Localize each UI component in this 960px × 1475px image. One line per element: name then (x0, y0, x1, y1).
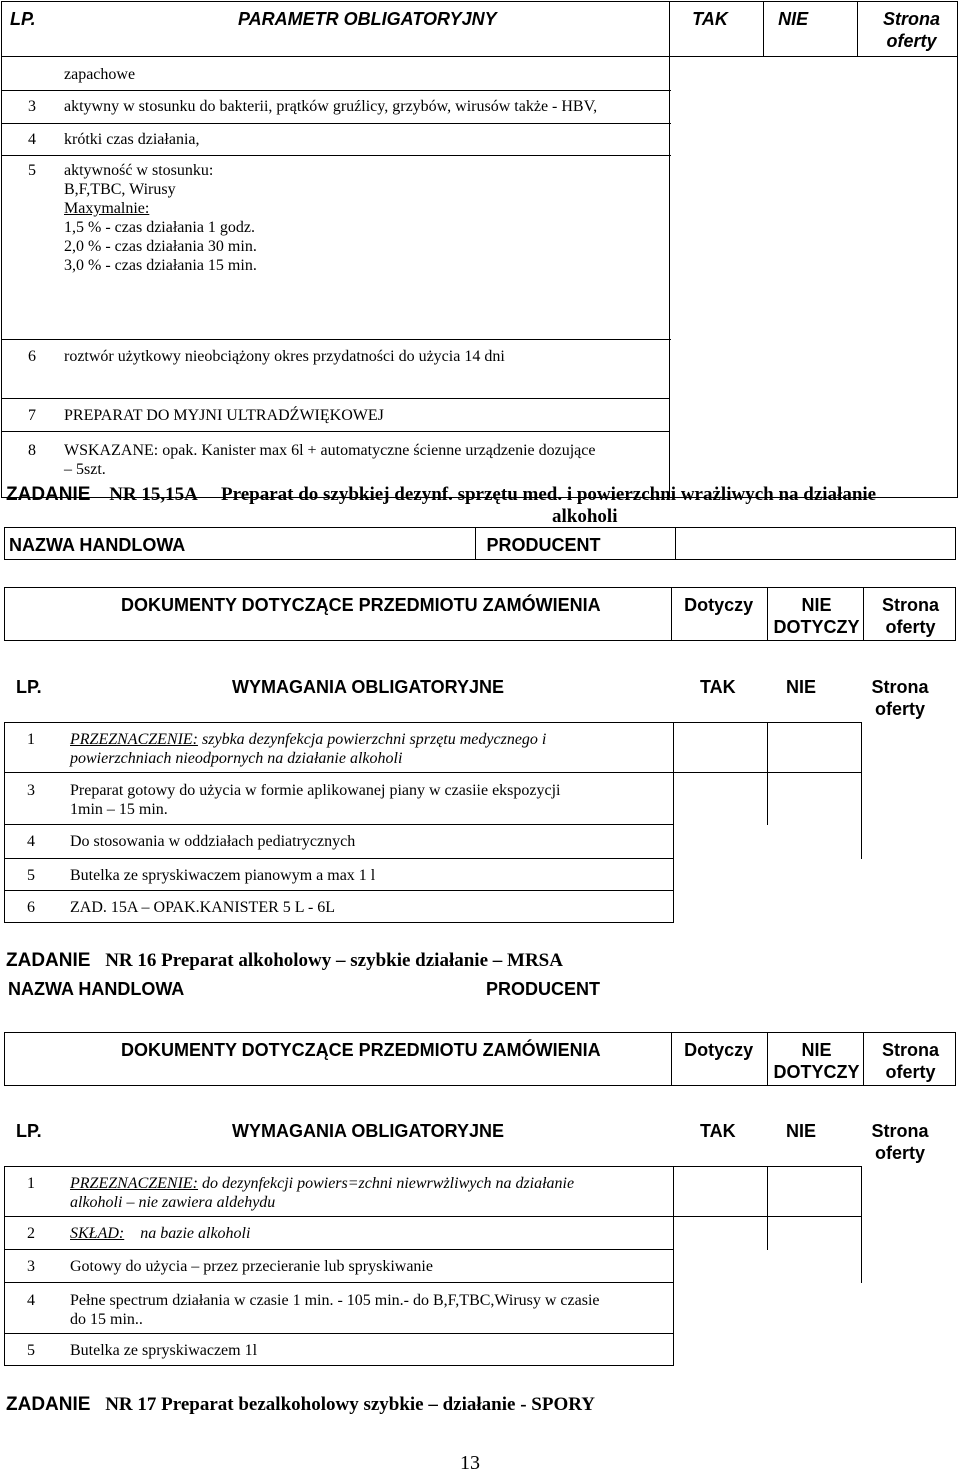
zad15-req-title: WYMAGANIA OBLIGATORYJNE (232, 677, 505, 697)
row-7: 7 PREPARAT DO MYJNI ULTRADŹWIĘKOWEJ (2, 399, 670, 432)
zad15-docs-label: DOKUMENTY DOTYCZĄCE PRZEDMIOTU ZAMÓWIENIA (5, 588, 672, 641)
zad15-dotyczy: Dotyczy (672, 588, 768, 641)
zadanie-15-heading: ZADANIE NR 15,15A (6, 484, 198, 505)
zad16-req-row-5: 5 Butelka ze spryskiwaczem 1l (5, 1334, 674, 1366)
zad16-req-row-4: 4 Pełne spectrum działania w czasie 1 min. - 105 min.- do B,F,TBC,Wirusy w czasie do 15 min.. (5, 1283, 674, 1334)
zad16-req-row-3: 3 Gotowy do użycia – przez przecieranie lub spryskiwanie (5, 1250, 674, 1283)
page-number: 13 (460, 1452, 480, 1474)
zad16-dotyczy: Dotyczy (672, 1033, 768, 1086)
zad16-req-tak: TAK (700, 1121, 736, 1141)
zad15-documents (4, 587, 956, 641)
zad15-strona: Strona oferty (864, 588, 956, 641)
zad16-req-row-1: 1 PRZEZNACZENIE: do dezynfekcji powiers=zchni niewrwżliwych na działanie alkoholi – nie zawiera aldehydu (5, 1167, 674, 1217)
zad16-producent-label: PRODUCENT (486, 979, 601, 999)
zad15-producent-label: PRODUCENT (476, 528, 676, 560)
row-3-num: 3 (28, 98, 36, 115)
zad15-req-row-3: 3 Preparat gotowy do użycia w formie aplikowanej piany w czasiie ekspozycji 1min – 15 min. (5, 773, 674, 825)
row-4-text: krótki czas działania, (64, 131, 200, 148)
header-tak: TAK (670, 2, 764, 57)
row-5-num: 5 (28, 162, 36, 179)
row-8: 8 WSKAZANE: opak. Kanister max 6l + automatyczne ścienne urządzenie dozujące – 5szt. (2, 432, 670, 498)
zadanie-16-heading: ZADANIE NR 16 Preparat alkoholowy – szybkie działanie – MRSA (6, 950, 563, 971)
row-zapachowe: zapachowe (64, 66, 136, 83)
zad16-req-lp: LP. (16, 1121, 42, 1141)
zadanie-17-heading: ZADANIE NR 17 Preparat bezalkoholowy szybkie – działanie - SPORY (6, 1394, 596, 1415)
row-4-num: 4 (28, 131, 36, 148)
zad15-req-lp: LP. (16, 677, 42, 697)
zad16-nazwa-label: NAZWA HANDLOWA (8, 979, 185, 999)
zad15-req-row-1: 1 PRZEZNACZENIE: szybka dezynfekcja powierzchni sprzętu medycznego i powierzchniach nieodpornych na działanie alkoholi (5, 723, 674, 773)
zad15-req-row-5: 5 Butelka ze spryskiwaczem pianowym a max 1 l (5, 859, 674, 891)
zad16-documents (4, 1032, 956, 1086)
zad15-req-nie: NIE (786, 677, 817, 697)
row-6-num: 6 (28, 348, 36, 365)
zad16-req-nie: NIE (786, 1121, 817, 1141)
zad15-nazwa-label: NAZWA HANDLOWA (5, 528, 476, 560)
header-nie: NIE (764, 2, 858, 57)
zad15-name-producer (4, 527, 956, 560)
param-rows (2, 57, 670, 399)
zad15-req-row-4: 4 Do stosowania w oddziałach pediatrycznych (5, 825, 674, 859)
zad16-req-row-1-tak[interactable] (674, 1167, 768, 1217)
zad15-producent-field[interactable] (676, 528, 956, 560)
zad15-req-strona: Strona oferty (871, 677, 929, 719)
header-lp: LP. (10, 9, 36, 29)
zad16-requirements (4, 1166, 862, 1366)
param-answer-area[interactable] (670, 57, 958, 399)
zad15-req-tak: TAK (700, 677, 736, 697)
zad15-req-row-6: 6 ZAD. 15A – OPAK.KANISTER 5 L - 6L (5, 891, 674, 923)
row-3-text: aktywny w stosunku do bakterii, prątków gruźlicy, grzybów, wirusów także - HBV, (64, 98, 598, 115)
zad15-nie-dotyczy: NIE DOTYCZY (768, 588, 864, 641)
zadanie-15-title: Preparat do szybkiej dezynf. sprzętu med. i powierzchni wrażliwych na działanie (221, 484, 877, 505)
row-5-text: aktywność w stosunku: B,F,TBC, Wirusy Maxymalnie: 1,5 % - czas działania 1 godz. 2,0 % - czas działania 30 min. 3,0 % - czas działania 15 min. (64, 162, 257, 274)
zad16-req-row-1-nie[interactable] (768, 1167, 862, 1217)
header-lp-param (2, 2, 670, 57)
zad16-nie-dotyczy: NIE DOTYCZY (768, 1033, 864, 1086)
row-6-text: roztwór użytkowy nieobciążony okres przydatności do użycia 14 dni (64, 348, 505, 365)
zad16-name-producer (4, 974, 956, 1004)
header-strona: Strona oferty (858, 2, 958, 57)
header-param: PARAMETR OBLIGATORYJNY (238, 9, 497, 29)
zad15-req-row-1-nie[interactable] (768, 723, 862, 773)
zad16-producent-field[interactable] (676, 974, 956, 1004)
zad16-req-title: WYMAGANIA OBLIGATORYJNE (232, 1121, 505, 1141)
zad15-requirements (4, 722, 862, 923)
zad16-docs-label: DOKUMENTY DOTYCZĄCE PRZEDMIOTU ZAMÓWIENIA (5, 1033, 672, 1086)
zadanie-15-title-cont: alkoholi (552, 506, 618, 527)
zad16-strona: Strona oferty (864, 1033, 956, 1086)
zad15-req-row-1-tak[interactable] (674, 723, 768, 773)
zad16-req-strona: Strona oferty (871, 1121, 929, 1163)
parameters-table (1, 1, 958, 498)
zad16-req-row-2: 2 SKŁAD: na bazie alkoholi (5, 1217, 674, 1250)
